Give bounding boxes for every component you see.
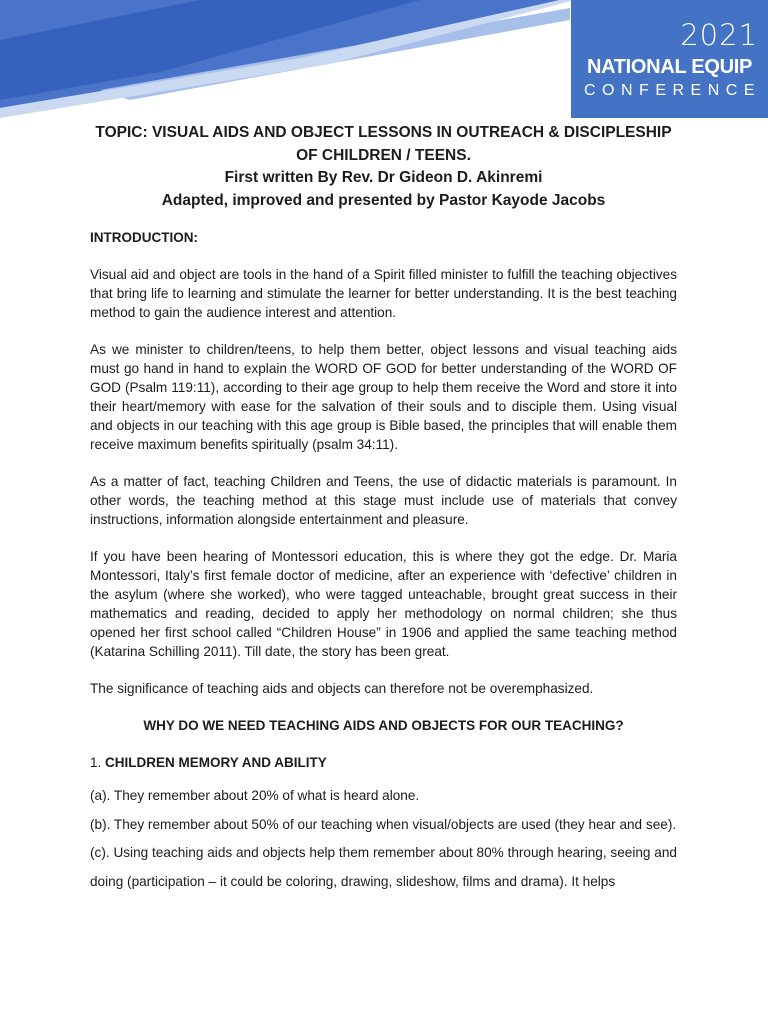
- conference-badge: [571, 0, 768, 118]
- paragraph: The significance of teaching aids and objects can therefore not be overemphasized.: [90, 681, 594, 696]
- point-heading: [90, 753, 677, 772]
- point-title: CHILDREN MEMORY AND ABILITY: [105, 755, 327, 770]
- section-heading: WHY DO WE NEED TEACHING AIDS AND OBJECTS FOR OUR TEACHING?: [143, 718, 624, 733]
- point-number: 1.: [90, 755, 102, 770]
- topic-line: TOPIC: VISUAL AIDS AND OBJECT LESSONS IN OUTREACH & DISCIPLESHIP OF CHILDREN / TEENS.: [95, 124, 672, 164]
- author-line: First written By Rev. Dr Gideon D. Akinremi: [224, 169, 543, 186]
- conference-type: CONFERENCE: [583, 82, 761, 99]
- paragraph: As we minister to children/teens, to help them better, object lessons and visual teaching aids must go hand in hand to explain the WORD OF GOD for better understanding of the WORD OF GOD (Psalm 119:11), according to their age group to help them receive the Word and store it into their heart/memory with ease for the salvation of their souls and to disciple them. Using visual and objects in our teaching with this age group is Bible based, the principles that will enable them receive maximum benefits spiritually (psalm 34:11).: [90, 342, 677, 452]
- document-body: [90, 122, 677, 896]
- paragraph: As a matter of fact, teaching Children and Teens, the use of didactic materials is paramount. In other words, the teaching method at this stage must include use of materials that convey instructions, information alongside entertainment and pleasure.: [90, 474, 677, 527]
- list-item: (c). Using teaching aids and objects help them remember about 80% through hearing, seeing and doing (participation – it could be coloring, drawing, slideshow, films and drama). It helps: [90, 845, 677, 889]
- conference-year: 2021: [680, 18, 758, 52]
- document-title-block: [90, 122, 677, 212]
- introduction-heading: INTRODUCTION:: [90, 230, 198, 245]
- point-list: [90, 782, 677, 896]
- presenter-line: Adapted, improved and presented by Pastor Kayode Jacobs: [161, 191, 606, 209]
- list-item: (b). They remember about 50% of our teaching when visual/objects are used (they hear and see).: [90, 816, 677, 832]
- list-item: (a). They remember about 20% of what is heard alone.: [90, 788, 420, 803]
- paragraph: Visual aid and object are tools in the hand of a Spirit filled minister to fulfill the teaching objectives that bring life to learning and stimulate the learner for better understanding. It is the best teaching method to gain the audience interest and attention.: [90, 267, 677, 320]
- conference-name: NATIONAL EQUIP: [586, 56, 753, 78]
- paragraph: If you have been hearing of Montessori education, this is where they got the edge. Dr. Maria Montessori, Italy’s first female doctor of medicine, after an experience with ‘defective’ children in the asylum (where she worked), who were tagged unteachable, brought great success in their mathematics and reading, decided to apply her methodology on normal children; she thus opened her first school called “Children House” in 1906 and applied the same teaching method (Katarina Schilling 2011). Till date, the story has been great.: [90, 549, 677, 659]
